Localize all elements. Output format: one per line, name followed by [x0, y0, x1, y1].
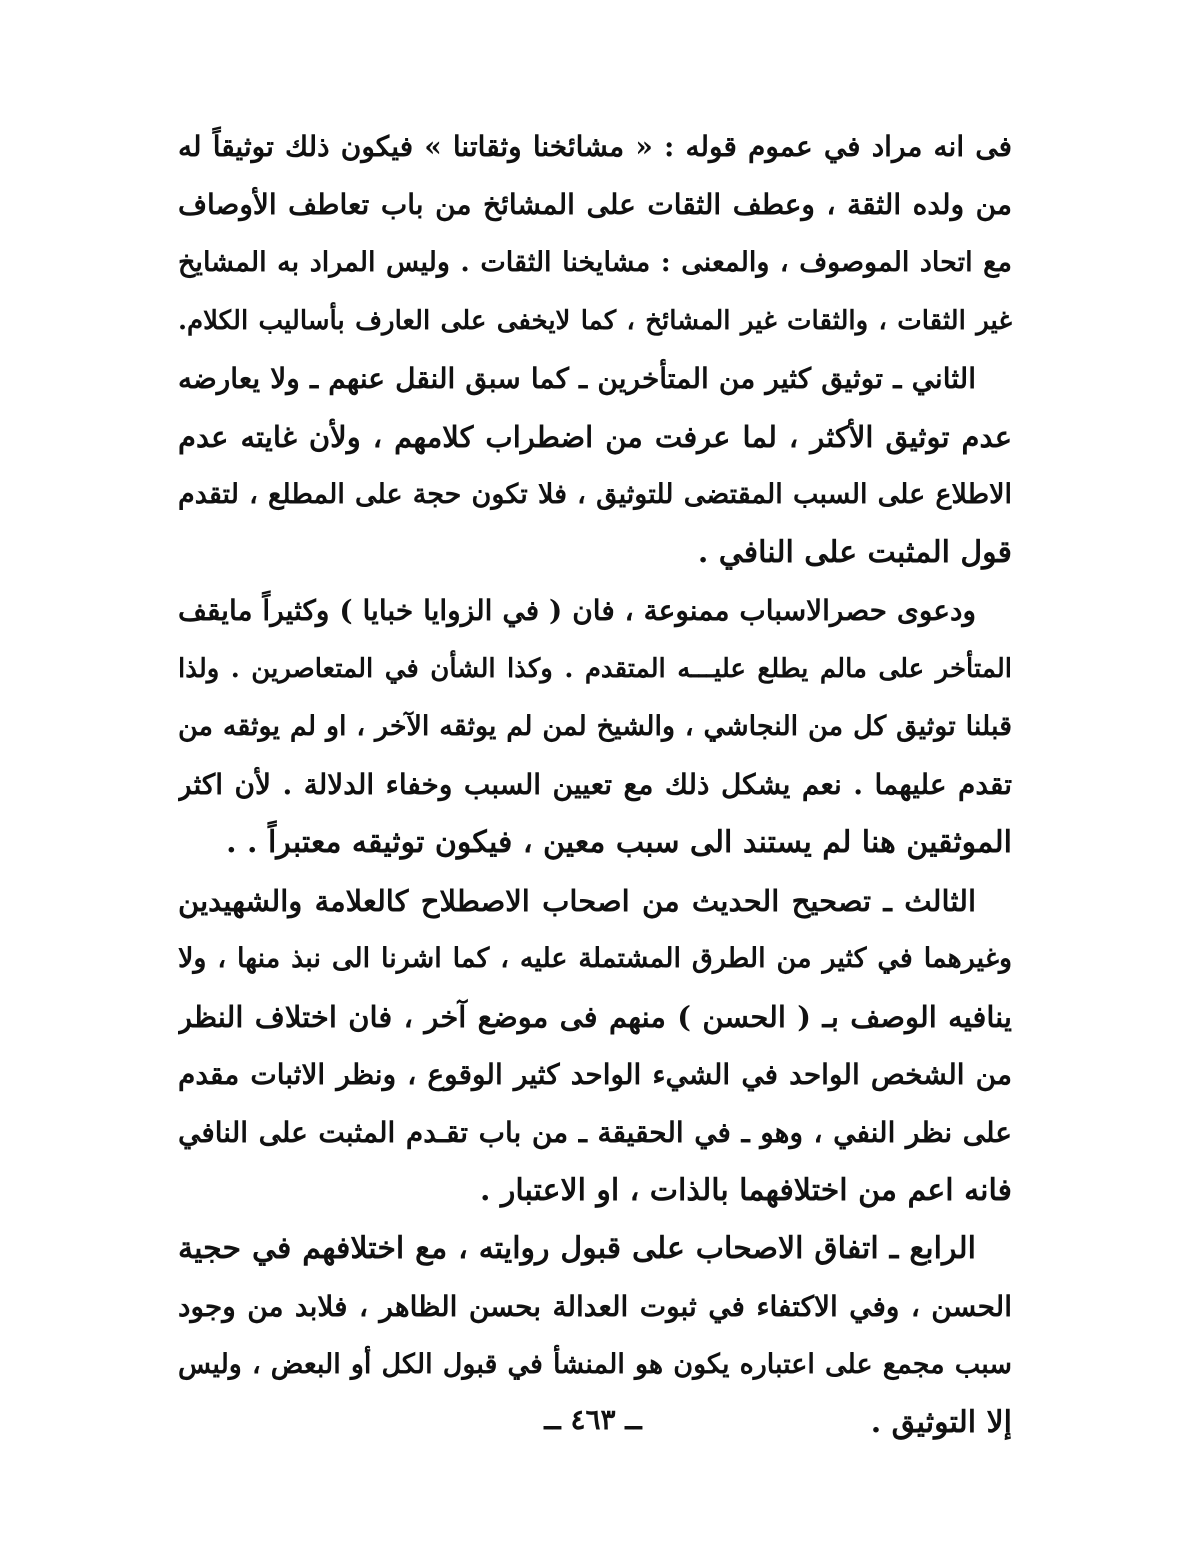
text-line: الرابع ـ اتفاق الاصحاب على قبول روايته ، مع اختلافهم في حجية [178, 1231, 976, 1266]
text-line: الثالث ـ تصحيح الحديث من اصحاب الاصطلاح كالعلامة والشهيدين [178, 884, 976, 918]
text-line: إلا التوثيق . [870, 1405, 1012, 1440]
text-line: المتأخر على مالم يطلع عليـــه المتقدم . وكذا الشأن في المتعاصرين . ولذا [178, 654, 1012, 684]
text-line: الموثقين هنا لم يستند الى سبب معين ، فيكون توثيقه معتبراً . . [226, 825, 1012, 860]
text-line: من الشخص الواحد في الشيء الواحد كثير الوقوع ، ونظر الاثبات مقدم [178, 1058, 1012, 1091]
text-line: ودعوى حصرالاسباب ممنوعة ، فان ( في الزوايا خبايا ) وكثيراً مايقف [178, 594, 976, 627]
text-line: الاطلاع على السبب المقتضى للتوثيق ، فلا تكون حجة على المطلع ، لتقدم [178, 479, 1012, 510]
text-line: فانه اعم من اختلافهما بالذات ، او الاعتبار . [479, 1173, 1012, 1208]
text-line: وغيرهما في كثير من الطرق المشتملة عليه ، كما اشرنا الى نبذ منها ، ولا [178, 943, 1012, 974]
text-line: ينافيه الوصف بـ ( الحسن ) منهم فى موضع آخر ، فان اختلاف النظر [178, 1000, 1012, 1034]
text-line: سبب مجمع على اعتباره يكون هو المنشأ في قبول الكل أو البعض ، وليس [178, 1349, 1012, 1380]
text-line: تقدم عليهما . نعم يشكل ذلك مع تعيين السبب وخفاء الدلالة . لأن اكثر [178, 768, 1012, 801]
text-line: مع اتحاد الموصوف ، والمعنى : مشايخنا الثقات . وليس المراد به المشايخ [178, 247, 1012, 278]
text-line: قول المثبت على النافي . [697, 535, 1012, 570]
page-number: ــ ٤٦٣ ــ [544, 1403, 642, 1436]
text-line: على نظر النفي ، وهو ـ في الحقيقة ـ من باب تقـدم المثبت على النافي [178, 1116, 1012, 1149]
text-line: فى انه مراد في عموم قوله : « مشائخنا وثقاتنا » فيكون ذلك توثيقاً له [178, 130, 1012, 163]
text-line: الثاني ـ توثيق كثير من المتأخرين ـ كما سبق النقل عنهم ـ ولا يعارضه [178, 362, 976, 395]
text-line: قبلنا توثيق كل من النجاشي ، والشيخ لمن لم يوثقه الآخر ، او لم يوثقه من [178, 711, 1012, 742]
text-line: عدم توثيق الأكثر ، لما عرفت من اضطراب كلامهم ، ولأن غايته عدم [178, 420, 1012, 454]
text-line: الحسن ، وفي الاكتفاء في ثبوت العدالة بحسن الظاهر ، فلابد من وجود [178, 1290, 1012, 1323]
text-line: غير الثقات ، والثقات غير المشائخ ، كما لايخفى على العارف بأساليب الكلام. [178, 306, 1012, 336]
body-text [178, 118, 1012, 1452]
text-line: من ولده الثقة ، وعطف الثقات على المشائخ من باب تعاطف الأوصاف [178, 188, 1012, 221]
